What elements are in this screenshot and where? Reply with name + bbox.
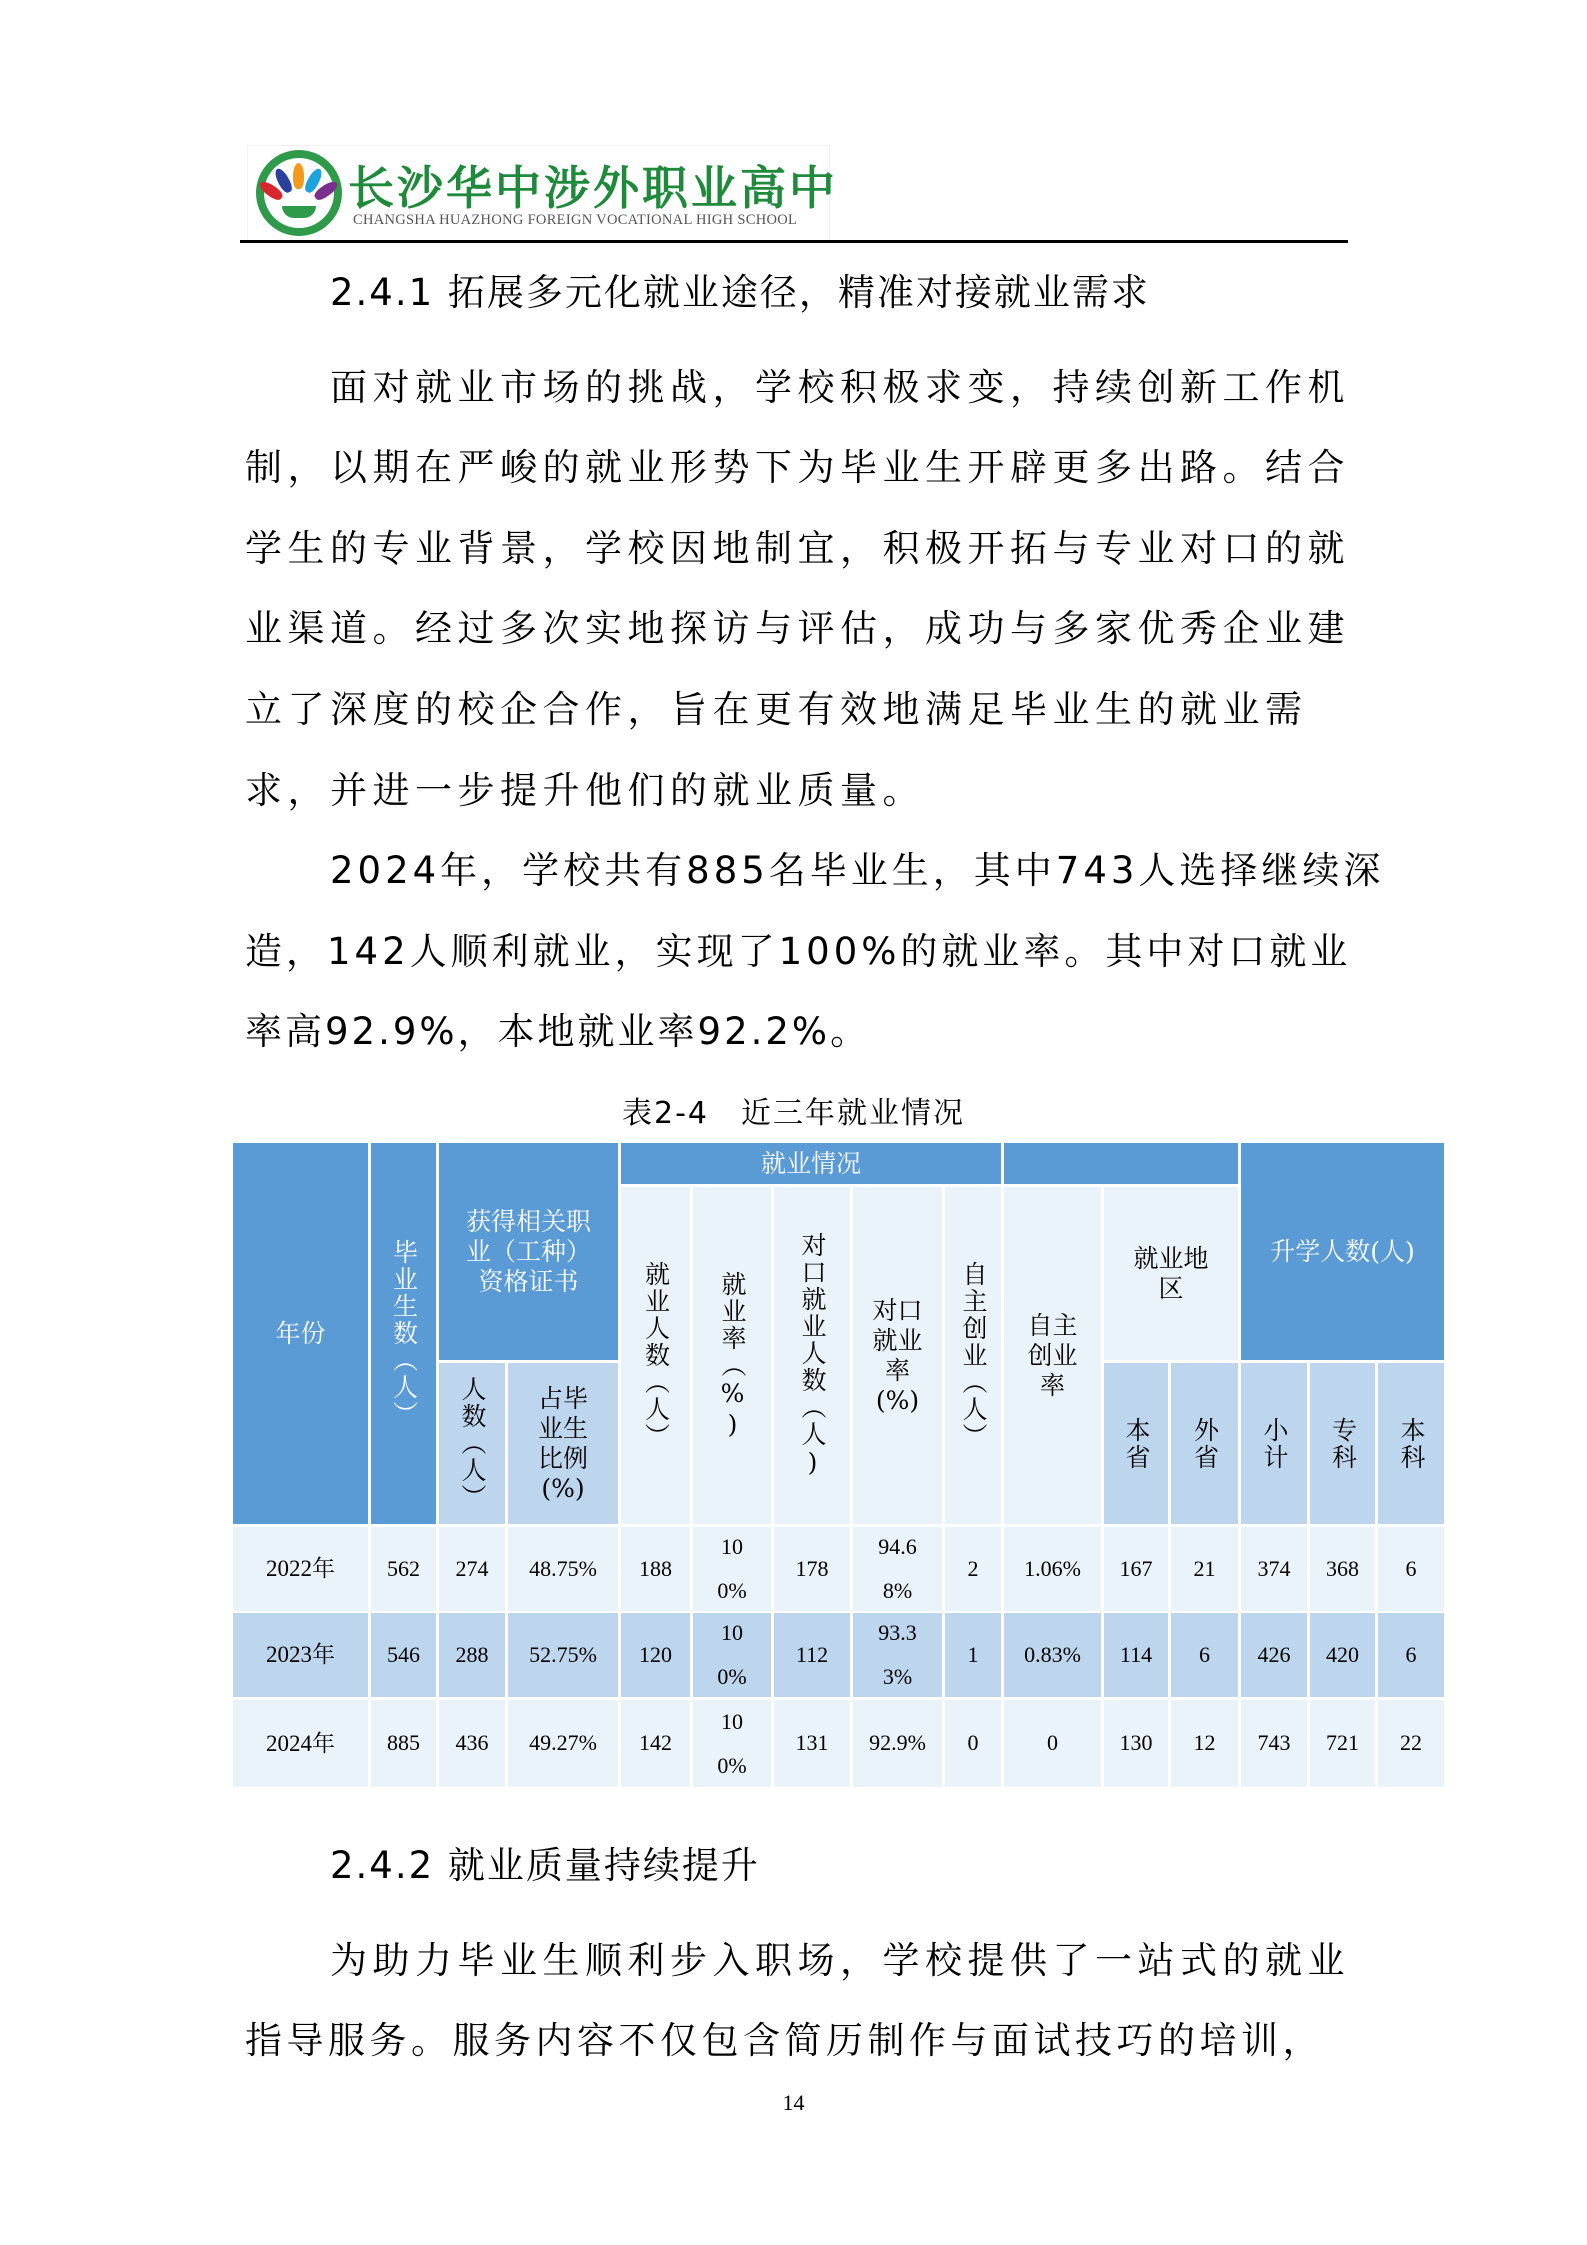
paragraph-line: 为助力毕业生顺利步入职场，学校提供了一站式的就业: [330, 1939, 1350, 1982]
header-self-employed-rate: 自主创业率: [1004, 1187, 1101, 1524]
cell-subtotal: 426: [1241, 1613, 1307, 1697]
cell-in-province: 130: [1104, 1700, 1168, 1787]
header-employment-rate: 就业率（%): [693, 1187, 771, 1524]
cell-cert-count: 274: [439, 1527, 505, 1611]
cell-junior-college: 721: [1310, 1700, 1375, 1787]
paragraph-line: 求，并进一步提升他们的就业质量。: [245, 769, 925, 812]
cell-employment-rate: 100%: [693, 1527, 771, 1611]
header-certificate-group: 获得相关职业（工种）资格证书: [439, 1143, 618, 1360]
section-heading-2-4-1: 2.4.1 拓展多元化就业途径，精准对接就业需求: [330, 271, 1150, 314]
paragraph-line: 面对就业市场的挑战，学校积极求变，持续创新工作机: [330, 366, 1350, 409]
paragraph-line: 2024年，学校共有885名毕业生，其中743人选择继续深: [330, 849, 1385, 892]
header-in-province: 本省: [1104, 1363, 1168, 1524]
cell-employment-rate: 100%: [693, 1700, 771, 1787]
cell-matched-rate: 93.33%: [853, 1613, 942, 1697]
header-matched-rate: 对口就业率(%): [853, 1187, 942, 1524]
cell-employment-rate: 100%: [693, 1613, 771, 1697]
section-heading-2-4-2: 2.4.2 就业质量持续提升: [330, 1844, 760, 1887]
cell-subtotal: 743: [1241, 1700, 1307, 1787]
cell-matched-rate: 94.68%: [853, 1527, 942, 1611]
cell-junior-college: 420: [1310, 1613, 1375, 1697]
header-blank-band: [1004, 1143, 1238, 1184]
cell-self-employed: 1: [945, 1613, 1001, 1697]
cell-subtotal: 374: [1241, 1527, 1307, 1611]
cell-cert-ratio: 52.75%: [508, 1613, 618, 1697]
cell-undergraduate: 6: [1378, 1527, 1444, 1611]
header-year: 年份: [233, 1143, 368, 1524]
cell-in-province: 114: [1104, 1613, 1168, 1697]
header-cert-count: 人数（人）: [439, 1363, 505, 1524]
cell-junior-college: 368: [1310, 1527, 1375, 1611]
cell-matched-employed: 178: [774, 1527, 850, 1611]
paragraph-line: 指导服务。服务内容不仅包含简历制作与面试技巧的培训，: [245, 2019, 1324, 2062]
header-self-employed: 自主创业（人）: [945, 1187, 1001, 1524]
cell-year: 2022年: [233, 1527, 368, 1611]
header-further-study-group: 升学人数(人): [1241, 1143, 1444, 1360]
school-logo: [247, 145, 838, 242]
cell-matched-employed: 131: [774, 1700, 850, 1787]
header-divider: [240, 240, 1348, 243]
header-employment-group: 就业情况: [621, 1143, 1001, 1184]
paragraph-line: 学生的专业背景，学校因地制宜，积极开拓与专业对口的就: [245, 527, 1350, 570]
table-caption: 表2-4 近三年就业情况: [622, 1096, 965, 1131]
cell-undergraduate: 6: [1378, 1613, 1444, 1697]
cell-cert-count: 288: [439, 1613, 505, 1697]
paragraph-line: 立了深度的校企合作，旨在更有效地满足毕业生的就业需: [245, 688, 1308, 731]
cell-out-province: 6: [1171, 1613, 1238, 1697]
paragraph-line: 率高92.9%，本地就业率92.2%。: [245, 1010, 871, 1053]
cell-employed: 142: [621, 1700, 690, 1787]
cell-employed: 120: [621, 1613, 690, 1697]
cell-self-employed: 2: [945, 1527, 1001, 1611]
cell-in-province: 167: [1104, 1527, 1168, 1611]
header-cert-ratio: 占毕业生比例(%): [508, 1363, 618, 1524]
cell-cert-ratio: 48.75%: [508, 1527, 618, 1611]
header-graduates: 毕业生数（人）: [371, 1143, 436, 1524]
header-matched-employed: 对口就业人数（人): [774, 1187, 850, 1524]
paragraph-line: 造，142人顺利就业，实现了100%的就业率。其中对口就业: [245, 930, 1352, 973]
paragraph-line: 制，以期在严峻的就业形势下为毕业生开辟更多出路。结合: [245, 446, 1350, 489]
cell-graduates: 546: [371, 1613, 436, 1697]
logo-english-name: CHANGSHA HUAZHONG FOREIGN VOCATIONAL HIGH SCHOOL: [353, 212, 798, 228]
cell-undergraduate: 22: [1378, 1700, 1444, 1787]
cell-year: 2023年: [233, 1613, 368, 1697]
logo-chinese-name: 长沙华中涉外职业高中: [348, 161, 838, 215]
cell-cert-ratio: 49.27%: [508, 1700, 618, 1787]
header-region-group: 就业地区: [1104, 1187, 1238, 1360]
cell-self-employed-rate: 0: [1004, 1700, 1101, 1787]
school-emblem-icon: [256, 150, 342, 236]
cell-self-employed-rate: 0.83%: [1004, 1613, 1101, 1697]
cell-matched-employed: 112: [774, 1613, 850, 1697]
paragraph-line: 业渠道。经过多次实地探访与评估，成功与多家优秀企业建: [245, 607, 1350, 650]
header-employed: 就业人数（人）: [621, 1187, 690, 1524]
header-junior-college: 专科: [1310, 1363, 1375, 1524]
cell-out-province: 12: [1171, 1700, 1238, 1787]
header-undergraduate: 本科: [1378, 1363, 1444, 1524]
header-subtotal: 小计: [1241, 1363, 1307, 1524]
cell-graduates: 885: [371, 1700, 436, 1787]
cell-cert-count: 436: [439, 1700, 505, 1787]
cell-self-employed: 0: [945, 1700, 1001, 1787]
cell-self-employed-rate: 1.06%: [1004, 1527, 1101, 1611]
page-number: 14: [782, 2090, 805, 2115]
cell-out-province: 21: [1171, 1527, 1238, 1611]
cell-year: 2024年: [233, 1700, 368, 1787]
cell-graduates: 562: [371, 1527, 436, 1611]
cell-matched-rate: 92.9%: [853, 1700, 942, 1787]
cell-employed: 188: [621, 1527, 690, 1611]
header-out-province: 外省: [1171, 1363, 1238, 1524]
